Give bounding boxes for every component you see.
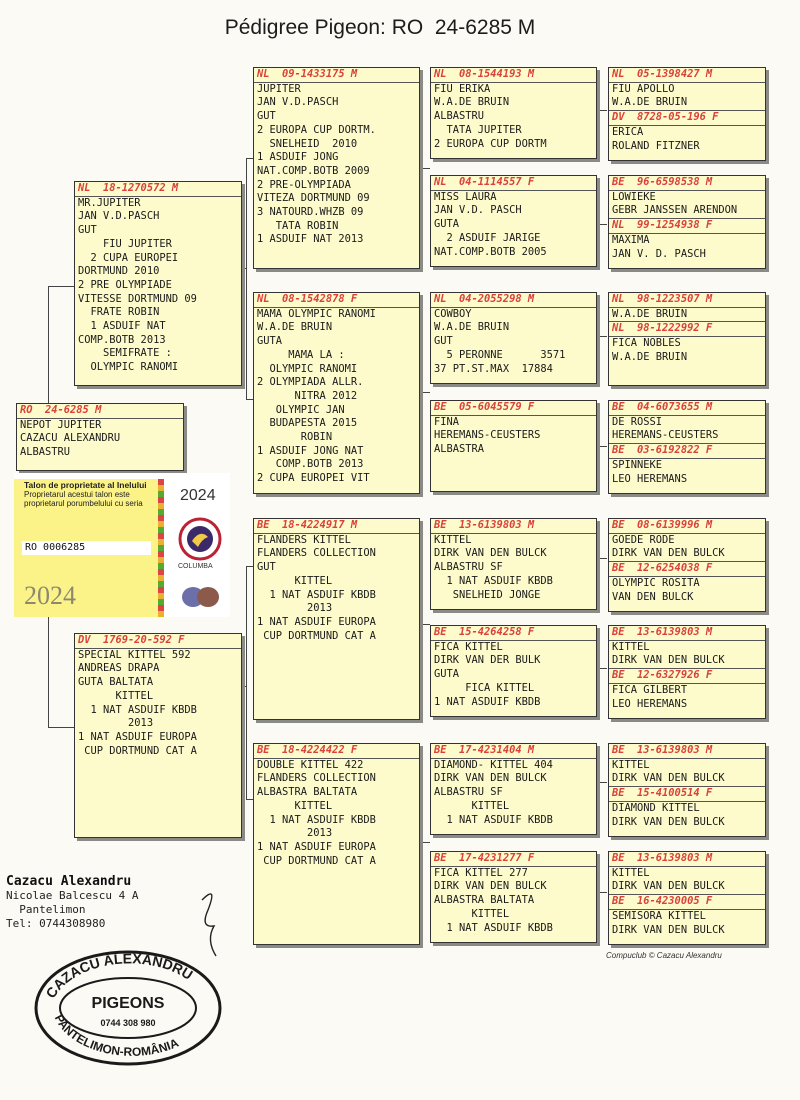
card-line: TATA JUPITER	[434, 123, 522, 136]
card-line: 1 NAT ASDUIF EUROPA	[78, 730, 197, 743]
card-line: DORTMUND 2010	[78, 265, 160, 278]
card-line: FICA NOBLES	[612, 337, 681, 350]
card-line: ALBASTRA BALTATA	[257, 786, 358, 799]
card-line: DIRK VAN DEN BULCK	[609, 547, 765, 562]
card-line: GUT	[434, 335, 453, 348]
card-line: CUP DORTMUND CAT A	[257, 629, 376, 642]
card-line: FICA GILBERT	[612, 683, 688, 696]
ring-number: RO 24-6285 M	[17, 404, 183, 419]
card-line: NITRA 2012	[257, 389, 358, 402]
card-line: 1 NAT ASDUIF KBDB	[434, 695, 541, 708]
ring-number: BE 18-4224422 F	[254, 744, 419, 759]
card-line: 3 NATOURD.WHZB 09	[257, 206, 364, 219]
pigeon-card-gen4-pair-0	[608, 67, 766, 161]
card-line: DIRK VAN DEN BULCK	[434, 772, 547, 785]
card-line: MISS LAURA	[434, 190, 497, 203]
ticket-serial: RO 0006285	[22, 541, 151, 555]
ring-number: DV 1769-20-592 F	[75, 634, 241, 649]
card-line: SEMIFRATE :	[78, 347, 172, 360]
pigeon-card-gen3-6	[430, 743, 597, 835]
card-line: W.A.DE BRUIN	[434, 321, 510, 334]
ring-number: NL 98-1223507 M	[609, 293, 765, 308]
ring-number: BE 05-6045579 F	[431, 401, 596, 416]
card-line: GUTA BALTATA	[78, 676, 154, 689]
card-line: DIRK VAN DEN BULCK	[609, 772, 765, 787]
ring-number: BE 96-6598538 M	[609, 176, 765, 191]
card-line: DIRK VAN DER BULK	[434, 654, 541, 667]
ticket-title-line: Proprietarul acestui talon este	[24, 490, 130, 499]
card-line: 1 NAT ASDUIF KBDB	[257, 813, 376, 826]
ticket-title-line: proprietarul porumbelului cu seria	[24, 499, 143, 508]
ring-number: NL 08-1544193 M	[431, 68, 596, 83]
card-line: LOWIEKE	[612, 190, 656, 203]
card-line: 2 PRE-OLYMPIADA	[257, 178, 351, 191]
columba-logo-icon	[176, 515, 224, 563]
ring-number: NL 09-1433175 M	[254, 68, 419, 83]
stamp-text-bottom-path: PANTELIMON-ROMÂNIA	[51, 1012, 181, 1059]
card-line: LEO HEREMANS	[612, 697, 688, 710]
card-line: 1 ASDUIF NAT	[78, 320, 166, 333]
card-line: DIRK VAN DEN BULCK	[612, 923, 725, 936]
card-line: ERICA	[612, 125, 644, 138]
card-line: 37 PT.ST.MAX 17884	[434, 362, 553, 375]
card-line: ALBASTRA BALTATA	[434, 894, 535, 907]
card-line: MAXIMA	[612, 233, 650, 246]
card-line: GOEDE RODE	[612, 533, 675, 546]
owner-address: Nicolae Balcescu 4 A	[6, 889, 139, 902]
card-line: DIAMOND KITTEL	[612, 801, 700, 814]
card-line: MR.JUPITER	[78, 196, 141, 209]
ring-number: NL 08-1542878 F	[254, 293, 419, 308]
card-line: 2 CUPA EUROPEI	[78, 251, 179, 264]
stamp-text-middle: PIGEONS	[91, 995, 165, 1012]
page-title: Pédigree Pigeon: RO 24-6285 M	[224, 16, 536, 39]
card-line: DE ROSSI	[612, 415, 663, 428]
owner-name: Cazacu Alexandru	[6, 874, 132, 889]
card-line: KITTEL	[257, 799, 333, 812]
pigeon-card-gen3-2	[430, 292, 597, 384]
stamp-text-phone: 0744 308 980	[100, 1018, 156, 1028]
card-line: OLYMPIC RANOMI	[257, 362, 358, 375]
pigeon-card-gen2-2	[253, 518, 420, 720]
connector-sire-out	[242, 268, 246, 269]
card-line: FLANDERS COLLECTION	[257, 772, 376, 785]
card-line: 2 PRE OLYMPIADE	[78, 278, 172, 291]
pigeon-card-gen4-pair-5	[608, 625, 766, 719]
connector-g2-3	[420, 842, 430, 843]
card-line: GEBR JANSSEN ARENDON	[609, 204, 765, 219]
card-line: CUP DORTMUND CAT A	[257, 854, 376, 867]
owner-city: Pantelimon	[6, 903, 86, 916]
card-line: KITTEL	[434, 533, 472, 546]
owner-phone: Tel: 0744308980	[6, 917, 106, 930]
card-line: 1 NAT ASDUIF KBDB	[257, 588, 376, 601]
card-line: DIRK VAN DEN BULCK	[612, 815, 725, 828]
card-line: 1 NAT ASDUIF KBDB	[434, 574, 553, 587]
card-line: COMP.BOTB 2013	[257, 458, 364, 471]
card-line: BUDAPESTA 2015	[257, 417, 358, 430]
pigeon-card-gen3-4	[430, 518, 597, 610]
pigeon-card-gen3-5	[430, 625, 597, 717]
ring-number: BE 15-4264258 F	[431, 626, 596, 641]
card-line: HEREMANS-CEUSTERS	[609, 429, 765, 444]
card-line: 2 OLYMPIADA ALLR.	[257, 376, 364, 389]
card-line: NAT.COMP.BOTB 2005	[434, 245, 547, 258]
ring-number: BE 13-6139803 M	[609, 852, 765, 867]
card-line: 2013	[257, 602, 333, 615]
card-line: 1 ASDUIF JONG NAT	[257, 444, 364, 457]
card-line: DIRK VAN DEN BULCK	[609, 880, 765, 895]
pigeon-card-sire	[74, 181, 242, 386]
pigeon-card-gen3-3	[430, 400, 597, 492]
card-line: DIAMOND- KITTEL 404	[434, 758, 553, 771]
card-line: KITTEL	[257, 574, 333, 587]
connector-g2-0	[420, 168, 430, 169]
card-line: 1 NAT ASDUIF EUROPA	[257, 840, 376, 853]
ring-number: NL 04-2055298 M	[431, 293, 596, 308]
card-line: 1 NAT ASDUIF KBDB	[78, 703, 197, 716]
card-line: ALBASTRU	[434, 110, 485, 123]
card-line: GUT	[257, 561, 276, 574]
card-line: ALBASTRU SF	[434, 561, 503, 574]
card-line: JAN V.D. PASCH	[434, 204, 522, 217]
card-line: CUP DORTMUND CAT A	[78, 744, 197, 757]
card-line: SEMISORA KITTEL	[612, 909, 706, 922]
card-line: W.A.DE BRUIN	[434, 96, 510, 109]
card-line: 1 ASDUIF NAT 2013	[257, 233, 364, 246]
pigeon-card-gen3-0	[430, 67, 597, 159]
ticket-color-strip	[158, 479, 164, 617]
ring-number: BE 17-4231277 F	[431, 852, 596, 867]
ring-number: BE 13-6139803 M	[431, 519, 596, 534]
card-line: NEPOT JUPITER	[20, 418, 102, 431]
card-line: VITESSE DORTMUND 09	[78, 292, 197, 305]
card-line: OLYMPIC RANOMI	[78, 361, 179, 374]
card-line: JAN V. D. PASCH	[612, 247, 706, 260]
card-line: SNELHEID JONGE	[434, 588, 541, 601]
stamp-text-top-path: CAZACU ALEXANDRU	[42, 950, 196, 1001]
owner-stamp	[28, 940, 228, 1070]
card-line: GUTA	[434, 218, 460, 231]
card-line: KITTEL	[612, 640, 650, 653]
pigeon-card-gen4-pair-2	[608, 292, 766, 386]
card-line: COWBOY	[434, 307, 472, 320]
pigeon-card-gen2-3	[253, 743, 420, 945]
ticket-year-big: 2024	[24, 581, 76, 610]
pigeon-emblem-icon	[180, 583, 220, 611]
card-line: VAN DEN BULCK	[612, 590, 694, 603]
card-line: FRATE ROBIN	[78, 306, 160, 319]
card-line: DOUBLE KITTEL 422	[257, 758, 364, 771]
card-line: ALBASTRA	[434, 443, 485, 456]
connector-dam-out	[242, 686, 246, 687]
card-line: GUTA	[434, 668, 460, 681]
card-line: GUT	[78, 224, 97, 237]
pigeon-card-gen3-1	[430, 175, 597, 267]
owner-info	[6, 874, 138, 931]
card-line: W.A.DE BRUIN	[609, 96, 765, 111]
card-line: GUT	[257, 110, 276, 123]
card-line: ANDREAS DRAPA	[78, 662, 160, 675]
pigeon-card-subject	[16, 403, 184, 471]
card-line: LEO HEREMANS	[612, 472, 688, 485]
ticket-year-small: 2024	[180, 487, 216, 504]
pigeon-card-gen2-1	[253, 292, 420, 494]
software-credit: Compuclub © Cazacu Alexandru	[606, 951, 722, 960]
card-line: DIRK VAN DEN BULCK	[609, 654, 765, 669]
card-line: ALBASTRU	[20, 446, 71, 459]
card-line: DIRK VAN DEN BULCK	[434, 547, 547, 560]
pigeon-card-gen4-pair-7	[608, 851, 766, 945]
connector-g3-2	[597, 336, 607, 337]
ring-number: NL 99-1254938 F	[609, 219, 765, 234]
card-line: KITTEL	[612, 866, 650, 879]
ring-number: BE 18-4224917 M	[254, 519, 419, 534]
card-line: JAN V.D.PASCH	[78, 210, 160, 223]
ring-number: BE 17-4231404 M	[431, 744, 596, 759]
pigeon-card-gen3-7	[430, 851, 597, 943]
card-line: 2 EUROPA CUP DORTM	[434, 137, 547, 150]
card-line: HEREMANS-CEUSTERS	[434, 429, 541, 442]
ring-number: BE 16-4230005 F	[609, 895, 765, 910]
card-line: NAT.COMP.BOTB 2009	[257, 164, 370, 177]
ring-number: DV 8728-05-196 F	[609, 111, 765, 126]
card-line: FICA KITTEL	[434, 640, 503, 653]
card-line: FINA	[434, 415, 460, 428]
pigeon-card-gen4-pair-3	[608, 400, 766, 494]
ring-ownership-ticket	[14, 473, 230, 617]
connector-g3-4	[597, 558, 607, 559]
card-line: FICA KITTEL 277	[434, 866, 528, 879]
pigeon-card-gen2-0	[253, 67, 420, 269]
connector-g3-1	[597, 224, 607, 225]
connector-g3-6	[597, 782, 607, 783]
card-line: JAN V.D.PASCH	[257, 96, 339, 109]
card-line: KITTEL	[612, 758, 650, 771]
card-line: SPINNEKE	[612, 458, 663, 471]
card-line: W.A.DE BRUIN	[612, 350, 688, 363]
ticket-brand: COLUMBA	[178, 563, 213, 570]
card-line: FLANDERS COLLECTION	[257, 547, 376, 560]
card-line: ROBIN	[257, 431, 333, 444]
ring-number: BE 08-6139996 M	[609, 519, 765, 534]
card-line: JUPITER	[257, 82, 301, 95]
connector-g3-7	[597, 892, 607, 893]
card-line: W.A.DE BRUIN	[257, 321, 333, 334]
connector-g2-1	[420, 392, 430, 393]
ring-number: BE 12-6254038 F	[609, 562, 765, 577]
card-line: W.A.DE BRUIN	[609, 308, 765, 323]
ring-number: NL 04-1114557 F	[431, 176, 596, 191]
ring-number: BE 13-6139803 M	[609, 626, 765, 641]
connector-g3-0	[597, 110, 607, 111]
connector-g3-3	[597, 446, 607, 447]
card-line: KITTEL	[434, 799, 510, 812]
ring-number: BE 13-6139803 M	[609, 744, 765, 759]
ring-number: BE 12-6327926 F	[609, 669, 765, 684]
card-line: MAMA LA :	[257, 348, 345, 361]
card-line: KITTEL	[78, 689, 154, 702]
card-line: OLYMPIC ROSITA	[612, 576, 700, 589]
card-line: COMP.BOTB 2013	[78, 333, 166, 346]
card-line: DIRK VAN DEN BULCK	[434, 880, 547, 893]
stamp-text-top	[42, 950, 195, 1001]
card-line: 2 ASDUIF JARIGE	[434, 231, 541, 244]
card-line: 2 CUPA EUROPEI VIT	[257, 472, 370, 485]
ticket-title	[24, 481, 147, 508]
card-line: OLYMPIC JAN	[257, 403, 345, 416]
card-line: FIU APOLLO	[612, 82, 675, 95]
card-line: TATA ROBIN	[257, 219, 339, 232]
connector-g3-5	[597, 668, 607, 669]
ring-number: NL 98-1222992 F	[609, 322, 765, 337]
card-line: 1 ASDUIF JONG	[257, 151, 339, 164]
pigeon-card-gen4-pair-1	[608, 175, 766, 269]
card-line: 2013	[257, 827, 333, 840]
card-line: MAMA OLYMPIC RANOMI	[257, 307, 376, 320]
ring-number: BE 15-4100514 F	[609, 787, 765, 802]
ring-number: NL 05-1398427 M	[609, 68, 765, 83]
card-line: SNELHEID 2010	[257, 137, 358, 150]
connector-g2-2	[420, 624, 430, 625]
pigeon-card-dam	[74, 633, 242, 838]
card-line: FLANDERS KITTEL	[257, 533, 351, 546]
card-line: GUTA	[257, 335, 283, 348]
card-line: FIU JUPITER	[78, 237, 172, 250]
card-line: CAZACU ALEXANDRU	[20, 432, 121, 445]
card-line: FIU ERIKA	[434, 82, 491, 95]
card-line: 1 NAT ASDUIF KBDB	[434, 921, 553, 934]
card-line: 2013	[78, 717, 154, 730]
card-line: VITEZA DORTMUND 09	[257, 192, 370, 205]
card-line: KITTEL	[434, 907, 510, 920]
pigeon-card-gen4-pair-6	[608, 743, 766, 837]
card-line: 5 PERONNE 3571	[434, 348, 566, 361]
ring-number: NL 18-1270572 M	[75, 182, 241, 197]
pigeon-card-gen4-pair-4	[608, 518, 766, 612]
card-line: ALBASTRU SF	[434, 786, 503, 799]
card-line: 1 NAT ASDUIF EUROPA	[257, 615, 376, 628]
ticket-title-line: Talon de proprietate al Inelului	[24, 480, 147, 490]
ring-number: BE 03-6192822 F	[609, 444, 765, 459]
card-line: 2 EUROPA CUP DORTM.	[257, 123, 376, 136]
ring-number: BE 04-6073655 M	[609, 401, 765, 416]
card-line: SPECIAL KITTEL 592	[78, 648, 191, 661]
card-line: 1 NAT ASDUIF KBDB	[434, 813, 553, 826]
card-line: FICA KITTEL	[434, 681, 535, 694]
card-line: ROLAND FITZNER	[612, 139, 700, 152]
